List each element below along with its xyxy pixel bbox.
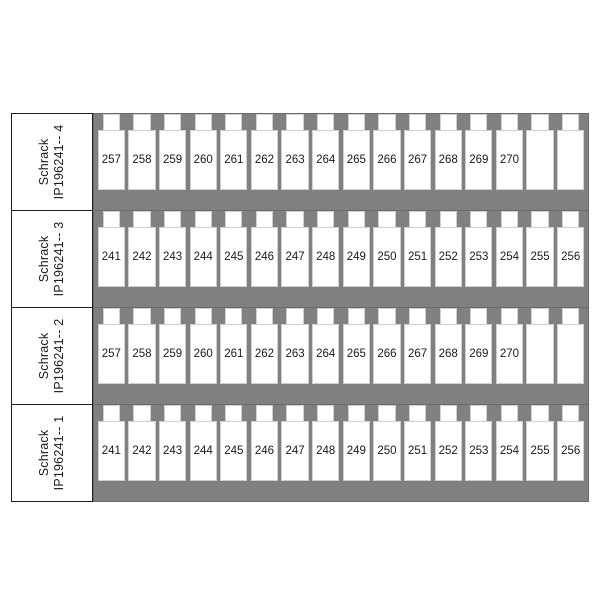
tag-neck [103,405,120,421]
marker-tag[interactable] [372,405,402,501]
tag-neck [348,211,365,227]
marker-tag-blank[interactable] [525,114,555,210]
tag-number: 245 [220,227,247,287]
strip-label-3 [11,210,93,308]
marker-strip-3 [11,210,589,308]
tag-number: 264 [312,324,339,384]
tag-neck [562,308,579,324]
strip-carrier-1 [93,404,589,502]
tag-number: 260 [190,324,217,384]
tag-neck [103,211,120,227]
tag-neck [409,211,426,227]
strip-label-3-line1: Schrack [37,235,51,283]
tag-number: 244 [190,227,217,287]
tag-number: 243 [159,421,186,481]
tag-neck [164,211,181,227]
marker-tag[interactable] [219,308,249,404]
tag-neck [317,114,334,130]
marker-tag[interactable] [342,211,372,307]
tag-number: 256 [557,227,584,287]
strip-carrier-3 [93,210,589,308]
tag-number: 265 [343,130,370,190]
tag-neck [531,211,548,227]
tag-number [557,324,584,384]
tag-number: 266 [373,130,400,190]
marker-tag[interactable] [219,405,249,501]
tag-number: 242 [128,227,155,287]
tag-neck [440,308,457,324]
tag-number: 243 [159,227,186,287]
tag-number: 259 [159,130,186,190]
tag-neck [225,211,242,227]
marker-tag[interactable] [219,114,249,210]
tag-neck [256,211,273,227]
marker-tag-blank[interactable] [556,308,586,404]
tag-neck [225,114,242,130]
marker-tag[interactable] [372,211,402,307]
tag-neck [195,308,212,324]
strip-label-1-line2: IP196241-- 1 [52,415,66,491]
marker-tag[interactable] [280,211,310,307]
tag-number: 257 [98,324,125,384]
marker-tag[interactable] [495,114,525,210]
tag-number: 247 [281,227,308,287]
strip-carrier-4 [93,113,589,211]
tag-neck [470,308,487,324]
marker-tag[interactable] [97,405,127,501]
marker-tag[interactable] [158,211,188,307]
marker-tag[interactable] [433,405,463,501]
marker-tag[interactable] [556,211,586,307]
tag-number: 251 [404,227,431,287]
tag-neck [195,211,212,227]
tag-neck [256,308,273,324]
tag-number: 247 [281,421,308,481]
tag-number: 245 [220,421,247,481]
tag-neck [409,405,426,421]
marker-tag[interactable] [158,308,188,404]
strip-label-1-line1: Schrack [37,429,51,477]
tag-neck [562,114,579,130]
marker-tag[interactable] [433,211,463,307]
strip-label-3-text [37,222,67,297]
marker-tag[interactable] [311,114,341,210]
strip-label-2-text [37,319,67,394]
tag-number: 249 [343,421,370,481]
tag-neck [195,114,212,130]
marker-tag[interactable] [127,211,157,307]
tag-number: 263 [281,324,308,384]
tag-neck [409,114,426,130]
strip-label-1 [11,404,93,502]
marker-tag[interactable] [188,114,218,210]
tag-neck [378,405,395,421]
marker-tag[interactable] [403,114,433,210]
marker-tag[interactable] [372,114,402,210]
strip-label-2-line2: IP196241-- 2 [52,318,66,394]
marker-tag-blank[interactable] [556,114,586,210]
tag-number: 256 [557,421,584,481]
tag-number [526,130,553,190]
marker-tag[interactable] [342,308,372,404]
tag-number: 241 [98,227,125,287]
marker-tag[interactable] [311,211,341,307]
marker-tag[interactable] [280,114,310,210]
tag-number: 244 [190,421,217,481]
tag-neck [378,211,395,227]
tag-neck [501,114,518,130]
tag-neck [256,405,273,421]
marker-tag[interactable] [464,405,494,501]
tag-neck [317,308,334,324]
marker-strip-4 [11,113,589,211]
tag-number: 248 [312,421,339,481]
tag-number: 246 [251,227,278,287]
tag-neck [440,405,457,421]
marker-tag[interactable] [464,308,494,404]
marker-tag[interactable] [250,405,280,501]
tag-neck [440,211,457,227]
marker-tag[interactable] [403,405,433,501]
strip-label-4 [11,113,93,211]
tag-neck [470,405,487,421]
marker-tag[interactable] [219,211,249,307]
tag-neck [531,114,548,130]
tag-neck [470,114,487,130]
marker-tag[interactable] [464,114,494,210]
marker-tag[interactable] [403,308,433,404]
tag-neck [501,308,518,324]
marker-tag[interactable] [464,211,494,307]
tag-neck [348,308,365,324]
strip-label-4-line1: Schrack [37,138,51,186]
marker-tag[interactable] [433,114,463,210]
marker-tag[interactable] [97,211,127,307]
tag-number: 269 [465,324,492,384]
tag-number: 268 [435,324,462,384]
marker-tag[interactable] [158,405,188,501]
marker-tag[interactable] [127,405,157,501]
marker-tag[interactable] [97,308,127,404]
tag-number: 255 [526,421,553,481]
tag-number: 258 [128,130,155,190]
marker-strip-1 [11,404,589,502]
marker-tag[interactable] [127,308,157,404]
tag-number: 270 [496,130,523,190]
tag-number: 265 [343,324,370,384]
tag-number: 249 [343,227,370,287]
tag-neck [286,405,303,421]
tag-neck [286,308,303,324]
tag-neck [409,308,426,324]
marker-tag[interactable] [495,405,525,501]
tag-neck [286,211,303,227]
tag-number: 269 [465,130,492,190]
tag-neck [348,405,365,421]
tag-number: 241 [98,421,125,481]
strip-label-1-text [37,416,67,491]
tag-neck [164,308,181,324]
tag-number [526,324,553,384]
tag-number: 270 [496,324,523,384]
tag-neck [225,308,242,324]
strip-carrier-2 [93,307,589,405]
tag-number: 252 [435,421,462,481]
tag-neck [531,405,548,421]
tag-neck [501,405,518,421]
marker-strip-2 [11,307,589,405]
marker-tag-blank[interactable] [525,308,555,404]
tag-neck [164,405,181,421]
tag-number: 262 [251,130,278,190]
tag-neck [286,114,303,130]
tag-neck [501,211,518,227]
tag-number: 259 [159,324,186,384]
tag-number: 254 [496,227,523,287]
tag-neck [562,405,579,421]
tag-neck [195,405,212,421]
tag-number: 267 [404,130,431,190]
marker-tag[interactable] [495,211,525,307]
marker-tag[interactable] [188,308,218,404]
tag-neck [164,114,181,130]
strip-label-4-line2: IP196241-- 4 [52,124,66,200]
tag-number: 251 [404,421,431,481]
tag-number: 252 [435,227,462,287]
strip-label-4-text [37,125,67,200]
tag-number: 260 [190,130,217,190]
tag-neck [133,308,150,324]
tag-neck [378,114,395,130]
marker-tag[interactable] [525,211,555,307]
marker-tag[interactable] [97,114,127,210]
marker-tag[interactable] [525,405,555,501]
marker-tag[interactable] [250,114,280,210]
tag-number: 261 [220,324,247,384]
tag-number: 262 [251,324,278,384]
tag-number: 267 [404,324,431,384]
tag-number: 253 [465,421,492,481]
tag-number: 250 [373,227,400,287]
tag-number: 242 [128,421,155,481]
strip-label-3-line2: IP196241-- 3 [52,221,66,297]
tag-number: 250 [373,421,400,481]
tag-number: 248 [312,227,339,287]
marker-tag[interactable] [250,211,280,307]
tag-number: 255 [526,227,553,287]
tag-neck [317,405,334,421]
tag-neck [348,114,365,130]
tag-number: 261 [220,130,247,190]
tag-neck [378,308,395,324]
tag-number: 246 [251,421,278,481]
tag-neck [256,114,273,130]
tag-number: 264 [312,130,339,190]
marker-tag[interactable] [311,405,341,501]
tag-neck [562,211,579,227]
marker-tag[interactable] [280,308,310,404]
tag-neck [103,308,120,324]
marker-tag[interactable] [188,211,218,307]
tag-number: 263 [281,130,308,190]
tag-neck [103,114,120,130]
tag-number: 254 [496,421,523,481]
marker-tag[interactable] [403,211,433,307]
marker-tag[interactable] [127,114,157,210]
tag-neck [470,211,487,227]
marker-tag[interactable] [280,405,310,501]
tag-neck [317,211,334,227]
marker-tag[interactable] [495,308,525,404]
tag-neck [133,211,150,227]
marker-tag[interactable] [556,405,586,501]
marker-tag[interactable] [372,308,402,404]
marker-tag[interactable] [250,308,280,404]
tag-neck [531,308,548,324]
marker-tag[interactable] [158,114,188,210]
tag-neck [225,405,242,421]
strip-label-2 [11,307,93,405]
tag-number [557,130,584,190]
tag-number: 258 [128,324,155,384]
marker-tag[interactable] [188,405,218,501]
tag-number: 257 [98,130,125,190]
tag-number: 266 [373,324,400,384]
tag-neck [133,114,150,130]
marker-tag[interactable] [433,308,463,404]
tag-number: 268 [435,130,462,190]
tag-neck [133,405,150,421]
marker-tag[interactable] [342,405,372,501]
marker-tag[interactable] [342,114,372,210]
tag-number: 253 [465,227,492,287]
marker-tag[interactable] [311,308,341,404]
tag-neck [440,114,457,130]
strip-label-2-line1: Schrack [37,332,51,380]
